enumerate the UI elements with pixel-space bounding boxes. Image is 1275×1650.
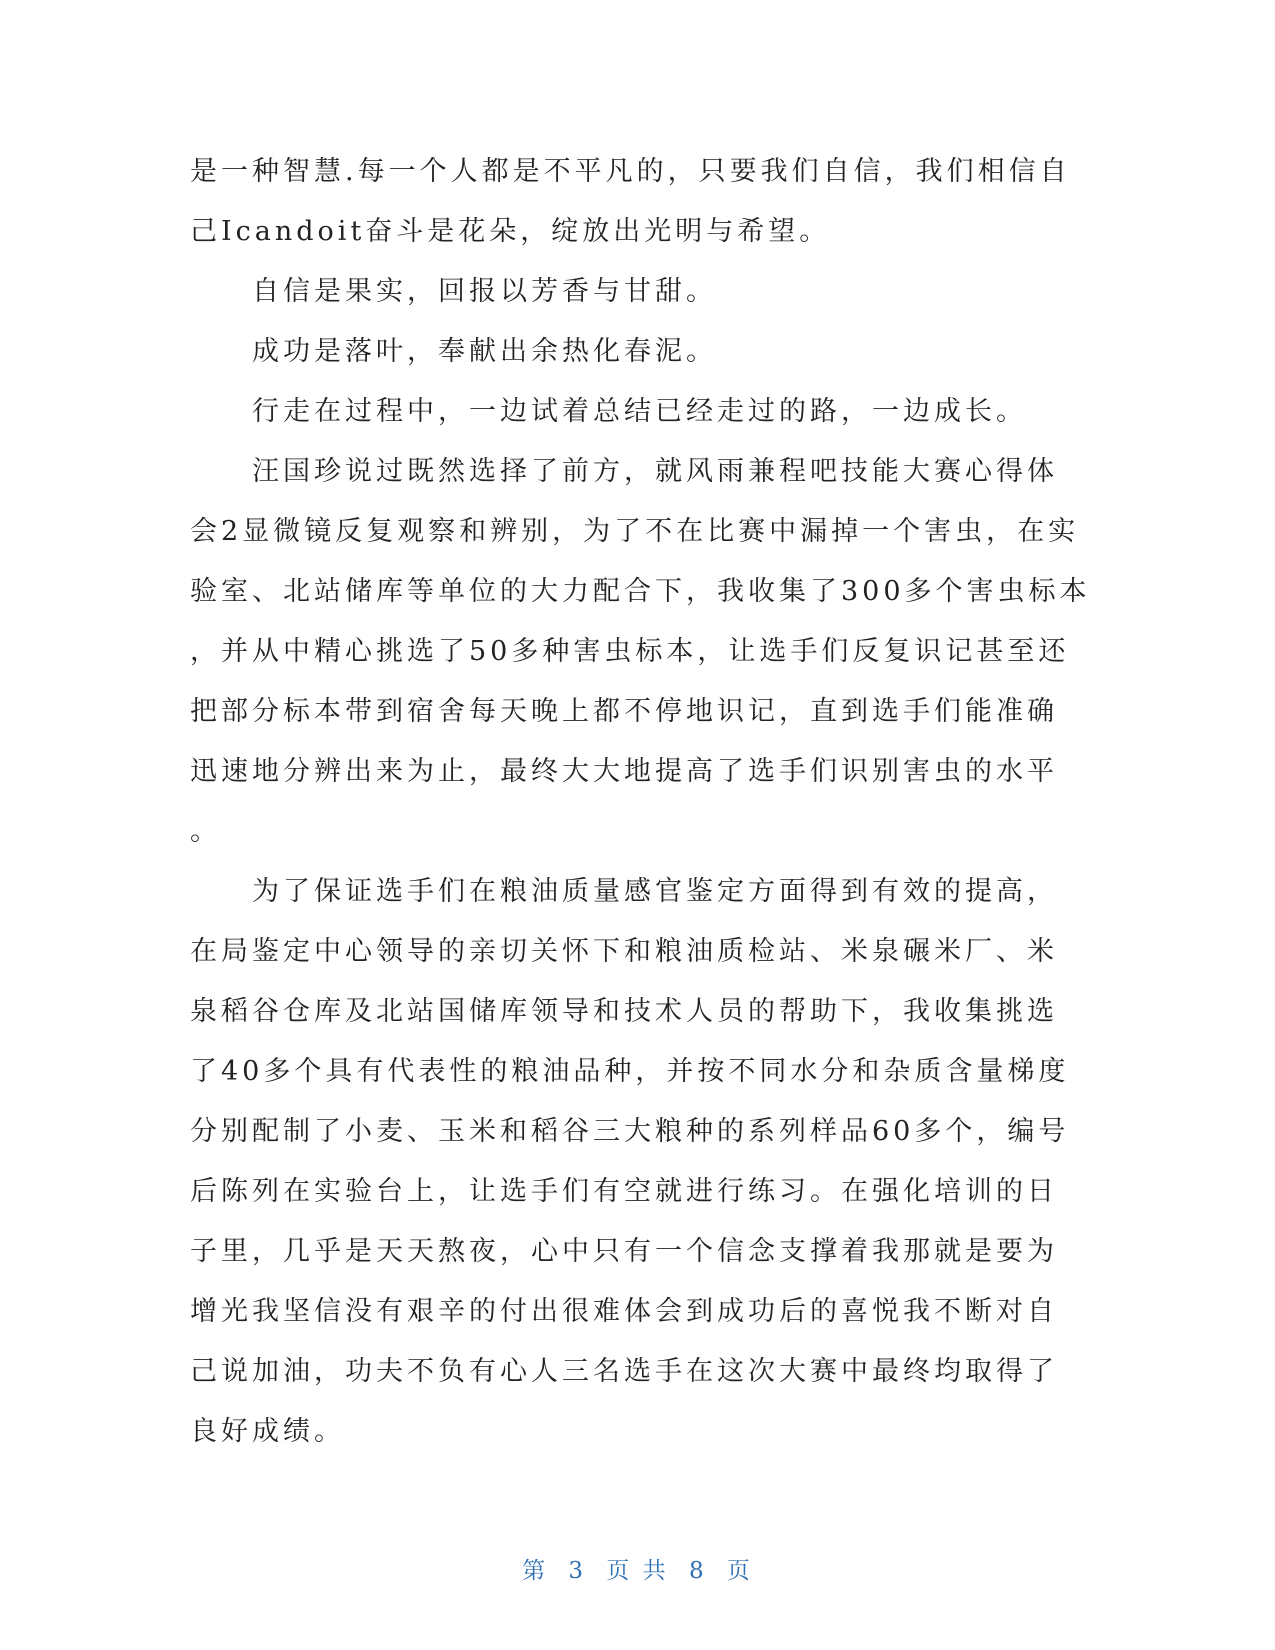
- body-text: [190, 142, 1090, 1462]
- text-line: 良好成绩。: [190, 1416, 345, 1447]
- page-footer: [0, 1552, 1275, 1585]
- footer-prefix: 第: [522, 1558, 549, 1584]
- text-line: ，并从中精心挑选了50多种害虫标本，让选手们反复识记甚至还: [190, 636, 1070, 667]
- text-line: 。: [190, 816, 221, 847]
- text-line: 为了保证选手们在粮油质量感官鉴定方面得到有效的提高，: [252, 876, 1058, 907]
- text-line: 汪国珍说过既然选择了前方，就风雨兼程吧技能大赛心得体: [252, 456, 1058, 487]
- text-line: 把部分标本带到宿舍每天晚上都不停地识记，直到选手们能准确: [190, 696, 1058, 727]
- total-pages-number: 8: [688, 1558, 707, 1584]
- footer-suffix: 页: [726, 1558, 753, 1584]
- text-line: 子里，几乎是天天熬夜，心中只有一个信念支撑着我那就是要为: [190, 1236, 1058, 1267]
- footer-middle: 页 共: [606, 1558, 669, 1584]
- text-line: 增光我坚信没有艰辛的付出很难体会到成功后的喜悦我不断对自: [190, 1296, 1058, 1327]
- text-line: 分别配制了小麦、玉米和稻谷三大粮种的系列样品60多个，编号: [190, 1116, 1070, 1147]
- text-line: 己说加油，功夫不负有心人三名选手在这次大赛中最终均取得了: [190, 1356, 1058, 1387]
- text-line: 后陈列在实验台上，让选手们有空就进行练习。在强化培训的日: [190, 1176, 1058, 1207]
- text-line: 己Icandoit奋斗是花朵，绽放出光明与希望。: [190, 216, 831, 247]
- text-line: 会2显微镜反复观察和辨别，为了不在比赛中漏掉一个害虫，在实: [190, 516, 1080, 547]
- text-line: 了40多个具有代表性的粮油品种，并按不同水分和杂质含量梯度: [190, 1056, 1070, 1087]
- text-line: 是一种智慧.每一个人都是不平凡的，只要我们自信，我们相信自: [190, 156, 1071, 187]
- text-line: 泉稻谷仓库及北站国储库领导和技术人员的帮助下，我收集挑选: [190, 996, 1058, 1027]
- text-line: 行走在过程中，一边试着总结已经走过的路，一边成长。: [252, 396, 1027, 427]
- text-line: 迅速地分辨出来为止，最终大大地提高了选手们识别害虫的水平: [190, 756, 1058, 787]
- text-line: 成功是落叶，奉献出余热化春泥。: [252, 336, 717, 367]
- text-line: 自信是果实，回报以芳香与甘甜。: [252, 276, 717, 307]
- text-line: 在局鉴定中心领导的亲切关怀下和粮油质检站、米泉碾米厂、米: [190, 936, 1058, 967]
- text-line: 验室、北站储库等单位的大力配合下，我收集了300多个害虫标本: [190, 576, 1091, 607]
- current-page-number: 3: [568, 1558, 587, 1584]
